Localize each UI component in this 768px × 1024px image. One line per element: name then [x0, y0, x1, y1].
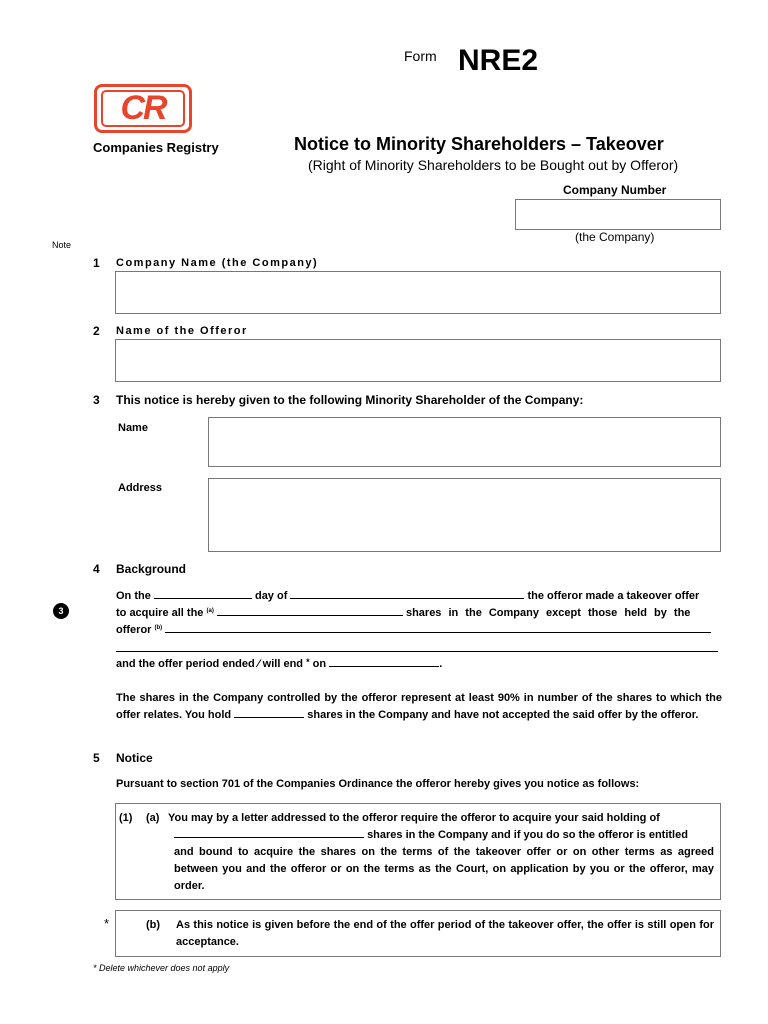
acquire-text: to acquire all the — [116, 607, 204, 619]
day-of-text: day of — [254, 590, 288, 602]
note-b-ref: (b) — [154, 625, 163, 631]
item-1a-line-2-text: shares in the Company and if you do so the offeror is entitled — [367, 829, 688, 841]
notice-item-b-box — [115, 910, 721, 957]
section-5-number: 5 — [93, 751, 100, 765]
note-3-badge: 3 — [53, 603, 69, 619]
shares-except-text: shares in the Company except those held by the — [405, 607, 691, 619]
made-offer-text: the offeror made a takeover offer — [527, 590, 700, 602]
background-line-2 — [116, 605, 722, 622]
page-subtitle: (Right of Minority Shareholders to be Bought out by Offeror) — [308, 157, 679, 173]
month-year-blank[interactable] — [290, 588, 524, 599]
section-5-label: Notice — [116, 751, 153, 765]
delete-star-ref: * — [306, 657, 310, 667]
item-b-label: (b) — [146, 919, 161, 931]
item-b-text: As this notice is given before the end of the offer period of the takeover offer, the offer is still open for acceptance. — [176, 919, 714, 948]
period-end-date-blank[interactable] — [329, 656, 439, 667]
section-4-label: Background — [116, 562, 187, 576]
background-line-4 — [116, 656, 442, 673]
cr-logo — [94, 84, 192, 133]
holding-amount-blank[interactable] — [174, 827, 364, 838]
background-paragraph-2 — [116, 690, 722, 724]
section-3-label: This notice is hereby given to the following Minority Shareholder of the Company: — [116, 393, 584, 407]
on-text: on — [312, 658, 327, 670]
page-title: Notice to Minority Shareholders – Takeover — [294, 134, 664, 154]
shareholder-name-field[interactable] — [208, 417, 721, 467]
notice-item-1-box — [115, 803, 721, 900]
holding-blank[interactable] — [234, 707, 304, 718]
section-3-number: 3 — [93, 393, 100, 407]
continuation-blank-line[interactable] — [116, 651, 718, 652]
not-accepted-text: shares in the Company and have not accepted the said offer by the offeror. — [307, 709, 699, 721]
on-the-text: On the — [116, 590, 151, 602]
the-company-caption: (the Company) — [575, 230, 655, 244]
section-1-number: 1 — [93, 256, 100, 270]
item-1a-label: (a) — [146, 812, 160, 824]
shareholder-address-field[interactable] — [208, 478, 721, 552]
company-number-label: Company Number — [563, 183, 667, 197]
offeror-name-field[interactable] — [115, 339, 721, 382]
cr-logo-text: CR — [101, 90, 185, 127]
company-number-field[interactable] — [515, 199, 721, 230]
form-code: NRE2 — [458, 44, 539, 77]
offeror-text: offeror — [116, 624, 152, 636]
period-ended-text: and the offer period ended ∕ will end — [116, 658, 304, 670]
item-1a-line-2 — [174, 827, 688, 844]
period-end-dot: . — [439, 658, 443, 670]
section-1-label: Company Name (the Company) — [116, 257, 319, 269]
day-blank[interactable] — [154, 588, 252, 599]
background-line-1 — [116, 588, 722, 605]
company-name-field[interactable] — [115, 271, 721, 314]
section-2-label: Name of the Offeror — [116, 325, 248, 337]
background-line-3 — [116, 622, 722, 639]
notice-intro: Pursuant to section 701 of the Companies Ordinance the offeror hereby gives you notice as follows: — [116, 778, 640, 790]
controlled-shares-text: The shares in the Company controlled by the offeror represent at least 90% in number of the shares to which the offer relates. You hold — [116, 692, 722, 721]
footer-note: * Delete whichever does not apply — [93, 963, 230, 973]
offeror-associates-blank[interactable] — [165, 622, 711, 633]
note-column-label: Note — [52, 240, 72, 250]
share-class-blank[interactable] — [217, 605, 403, 616]
section-4-number: 4 — [93, 562, 100, 576]
item-1a-rest: and bound to acquire the shares on the terms of the takeover offer or on other terms as agreed between you and the offeror or on the terms as the Court, on application by you or the offeror, may order. — [174, 846, 714, 892]
shareholder-address-label: Address — [118, 482, 163, 494]
section-2-number: 2 — [93, 324, 100, 338]
form-label: Form — [404, 48, 437, 64]
shareholder-name-label: Name — [118, 422, 148, 434]
item-b-star: * — [104, 916, 110, 931]
item-1a-line-1: You may by a letter addressed to the offeror require the offeror to acquire your said holding of — [168, 812, 660, 824]
item-1-number: (1) — [119, 812, 133, 824]
note-a-ref: (a) — [206, 608, 214, 614]
registry-name: Companies Registry — [93, 140, 219, 155]
